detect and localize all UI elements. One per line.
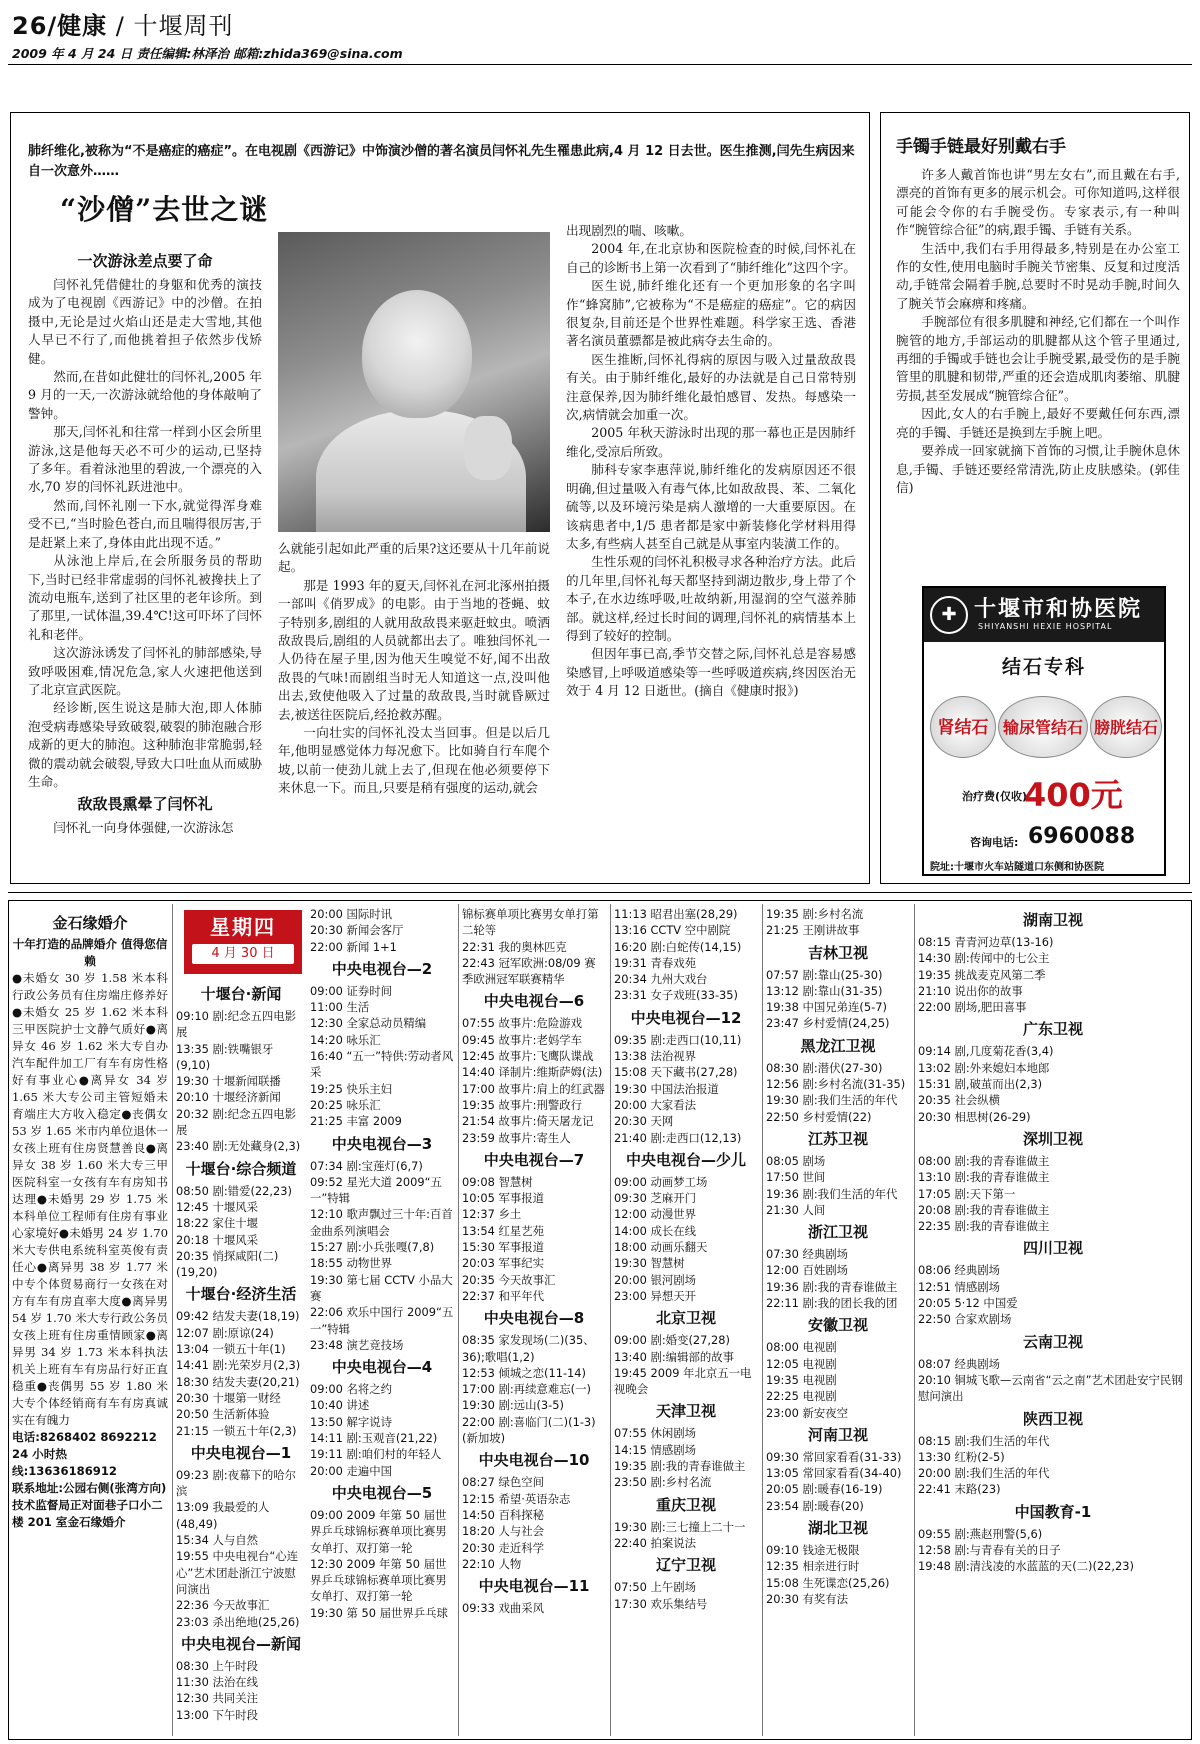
paragraph: 那天,闫怀礼和往常一样到小区会所里游泳,这是他每天必不可少的运动,已坚持了多年。看着泳池里的碧波,一个漂亮的入水,70 岁的闫怀礼跃进池中。 (28, 424, 262, 495)
program-item: 07:57 剧:靠山(25-30) (766, 967, 883, 982)
program-item: 20:30 十堰第一财经 (176, 1390, 281, 1405)
paragraph: 手腕部位有很多肌腱和神经,它们都在一个叫作腕管的地方,手部运动的肌腱都从这个管子里通过,再细的手镯或手链也会让手腕受累,最受伤的是手腕管里的肌腱和韧带,严重的还会造成肌肉萎缩、肌腱劳损,甚至发展成“腕管综合征”。 (896, 314, 1180, 403)
program-item: 22:40 拍案说法 (614, 1535, 697, 1550)
program-item: 19:38 中国兄弟连(5-7) (766, 1000, 887, 1015)
column-divider (610, 904, 611, 1736)
program-item: 19:30 第七届 CCTV 小品大赛 (310, 1272, 453, 1303)
program-item: 20:34 九州大戏台 (614, 972, 708, 987)
program-item: 19:25 快乐主妇 (310, 1081, 393, 1096)
program-item: 09:10 剧:纪念五四电影展 (176, 1009, 297, 1040)
paragraph: 因此,女人的右手腕上,最好不要戴任何东西,漂亮的手镯、手链还是换到左手腕上吧。 (896, 406, 1180, 440)
program-item: 13:38 法治视界 (614, 1049, 697, 1064)
program-item: 22:06 欢乐中国行 2009“五一”特辑 (310, 1305, 454, 1336)
program-item: 12:37 乡土 (462, 1207, 522, 1222)
program-item: 20:32 剧:纪念五四电影展 (176, 1106, 297, 1138)
channel-name: 中央电视台—12 (630, 1008, 742, 1027)
channel-name: 黑龙江卫视 (800, 1036, 876, 1055)
column-divider (458, 904, 459, 1736)
program-item: 10:05 军事报道 (462, 1191, 545, 1206)
program-item: 21:10 说出你的故事 (918, 983, 1023, 998)
channel-name: 中央电视台—少儿 (625, 1150, 746, 1169)
program-item: 23:48 演艺竞技场 (310, 1337, 404, 1352)
tv-column-5 (766, 906, 910, 1607)
day-of-week: 星期四 (210, 915, 276, 939)
channel-name: 北京卫视 (655, 1309, 716, 1328)
program-item: 12:30 共同关注 (176, 1691, 259, 1706)
program-item: 09:30 芝麻开门 (614, 1191, 697, 1206)
program-item: 13:50 解字说诗 (310, 1414, 393, 1429)
program-item: 13:05 常回家看看(34-40) (766, 1466, 902, 1481)
channel-name: 中央电视台—新闻 (180, 1634, 301, 1653)
channel-name: 中国教育-1 (1014, 1502, 1092, 1521)
program-item: 12:00 动漫世界 (614, 1207, 697, 1222)
program-item: 09:33 戏曲采风 (462, 1601, 545, 1616)
program-item: 13:04 一锁五十年(1) (176, 1342, 286, 1357)
program-item: 07:50 上午剧场 (614, 1580, 697, 1595)
program-item: 19:45 2009 年北京五一电视晚会 (614, 1365, 752, 1397)
program-item: 07:55 休闲剧场 (614, 1426, 697, 1441)
program-item: 20:00 大家看法 (614, 1097, 697, 1112)
channel-name: 中央电视台—8 (483, 1309, 585, 1328)
program-item: 14:41 剧:光荣岁月(2,3) (176, 1358, 301, 1373)
ad-address: 院址:十堰市火车站隧道口东侧和协医院 (930, 862, 1104, 873)
paragraph: 要养成一回家就摘下首饰的习惯,让手腕休息休息,手镯、手链还要经常清洗,防止皮肤感染。(郭佳信) (896, 443, 1180, 495)
paragraph: 这次游泳诱发了闫怀礼的肺部感染,导致呼吸困难,情况危急,家人火速把他送到了北京宣武医院。 (28, 645, 262, 697)
program-item: 08:27 绿色空间 (462, 1475, 545, 1490)
article-subheading: 一次游泳差点要了命 (77, 252, 213, 270)
paragraph: 医生说,肺纤维化还有一个更加形象的名字叫作“蜂窝肺”,它被称为“不是癌症的癌症”。它的病因很复杂,目前还是个世界性难题。科学家王选、香港著名演员董骠都是被此病夺去生命的。 (566, 278, 856, 349)
program-item: 09:35 剧:走西口(10,11) (614, 1032, 742, 1047)
program-item: 12:30 全家总动员精编 (310, 1016, 427, 1031)
program-item: 18:22 家住十堰 (176, 1216, 259, 1231)
channel-name: 陕西卫视 (1022, 1409, 1083, 1428)
section-number: 26/ (12, 12, 58, 40)
paragraph: 2004 年,在北京协和医院检查的时候,闫怀礼在自己的诊断书上第一次看到了“肺纤维化”这四个字。 (566, 241, 856, 275)
program-item: 13:12 剧:靠山(31-35) (766, 983, 883, 998)
program-item: 19:30 第 50 届世界乒乓球 (310, 1605, 448, 1620)
paragraph: 然而,闫怀礼刚一下水,就觉得浑身难受不已,“当时脸色苍白,而且喘得很厉害,于是赶紧上来了,身体由此出现不适。” (28, 497, 262, 550)
tv-column-4 (614, 906, 758, 1612)
program-item: 13:10 剧:我的青春谁做主 (918, 1170, 1050, 1185)
program-item: 20:30 新闻会客厅 (310, 923, 404, 938)
program-item: 12:30 2009 年第 50 届世界乒乓球锦标赛单项比赛男女单打、双打第一轮 (310, 1556, 447, 1604)
paragraph: 闫怀礼凭借健壮的身躯和优秀的演技成为了电视剧《西游记》中的沙僧。在拍摄中,无论是过火焰山还是走大雪地,其他人早已不行了,而他挑着担子依然步伐矫健。 (28, 277, 262, 366)
ad-phone-label: 咨询电话: (970, 836, 1019, 849)
program-item: 20:00 走遍中国 (310, 1463, 393, 1478)
program-item: 12:05 电视剧 (766, 1356, 837, 1371)
ad-pill-ureter: 输尿管结石 (998, 696, 1088, 758)
publication-name: 十堰周刊 (133, 12, 234, 40)
program-item: 20:30 相思树(26-29) (918, 1109, 1031, 1124)
program-item: 20:10 铜城飞歌—云南省“云之南”艺术团赴安宁民钢慰问演出 (918, 1372, 1183, 1404)
program-item: 07:34 剧:宝莲灯(6,7) (310, 1158, 423, 1173)
issue-meta: 2009 年 4 月 24 日 责任编辑:林泽治 邮箱:zhida369@sina.com (12, 46, 403, 61)
agency-contact: 电话:8268402 8692212 24 小时热线:13636186912 联系地址:公园右侧(张湾方向)技术监督局正对面巷子口小二楼 201 室金石缘婚介 (12, 1430, 167, 1529)
ad-department: 结石专科 (1001, 656, 1086, 678)
program-item: 19:30 中国法治报道 (614, 1081, 719, 1096)
program-item: 12:00 百姓剧场 (766, 1263, 849, 1278)
program-item: 22:00 剧场,肥田喜事 (918, 1000, 1027, 1015)
program-item: 17:00 剧:再续意难忘(一) (462, 1382, 591, 1397)
article-column-3 (566, 222, 856, 701)
channel-name: 天津卫视 (655, 1402, 716, 1421)
ad-phone: 6960088 (1028, 824, 1136, 849)
program-item: 22:00 剧:喜临门(二)(1-3)(新加坡) (462, 1414, 596, 1446)
program-item: 20:00 剧:我们生活的年代 (918, 1466, 1050, 1481)
program-item: 12:10 歌声飘过三十年:百首金曲系列演唱会 (310, 1207, 453, 1238)
program-item: 08:06 经典剧场 (918, 1263, 1001, 1278)
sidebar-title: 手镯手链最好别戴右手 (896, 137, 1066, 157)
program-item: 19:31 青春戏苑 (614, 955, 697, 970)
program-item: 14:00 成长在线 (614, 1223, 697, 1238)
program-item: 20:00 国际时讯 (310, 907, 393, 921)
program-item: 12:45 十堰风采 (176, 1199, 259, 1214)
paragraph: 么就能引起如此严重的后果?这还要从十几年前说起。 (278, 541, 550, 575)
paragraph: 闫怀礼一向身体强健,一次游泳怎 (53, 820, 234, 836)
article-column-1 (28, 248, 262, 838)
program-item: 14:30 剧:传闻中的七公主 (918, 951, 1050, 966)
program-item: 21:54 故事片:倚天屠龙记 (462, 1114, 594, 1129)
ad-header (924, 588, 1164, 642)
program-item: 10:40 讲述 (310, 1398, 370, 1413)
program-item: 22:10 人物 (462, 1556, 522, 1571)
program-item: 18:20 人与社会 (462, 1524, 545, 1539)
program-item: 22:25 电视剧 (766, 1389, 837, 1404)
program-item: 08:05 剧场 (766, 1153, 826, 1168)
paragraph: 生性乐观的闫怀礼积极寻求各种治疗方法。此后的几年里,闫怀礼每天都坚持到湖边散步,身上带了个本子,在水边练呼吸,吐故纳新,用湿润的空气滋养肺部。就这样,经过长时间的调理,闫怀礼的病情基本上得到了较好的控制。 (566, 554, 856, 643)
program-item: 22:11 剧:我的团长我的团 (766, 1296, 898, 1311)
channel-name: 中央电视台—10 (478, 1451, 590, 1470)
channel-name: 中央电视台—1 (190, 1443, 292, 1462)
program-item: 22:35 剧:我的青春谁做主 (918, 1219, 1050, 1234)
program-item: 20:00 银河剧场 (614, 1272, 697, 1287)
program-item: 13:40 剧:编辑部的故事 (614, 1349, 735, 1364)
program-item: 22:41 末路(23) (918, 1482, 1001, 1497)
program-item: 09:08 智慧树 (462, 1174, 533, 1189)
marriage-agency-ad (12, 904, 168, 1531)
paragraph: 从泳池上岸后,在会所服务员的帮助下,当时已经非常虚弱的闫怀礼被搀扶上了流动电瓶车,送到了社区里的老年诊所。到了那里,一试体温,39.4℃!这可吓坏了闫怀礼和老伴。 (28, 553, 262, 642)
program-item: 12:15 希望·英语杂志 (462, 1491, 571, 1506)
hospital-name-en: SHIYANSHI HEXIE HOSPITAL (978, 622, 1113, 631)
program-item: 09:42 结发夫妻(18,19) (176, 1309, 300, 1324)
program-item: 23:59 故事片:寄生人 (462, 1130, 571, 1145)
tv-column-3 (462, 906, 606, 1616)
program-item: 15:30 军事报道 (462, 1240, 545, 1255)
program-item: 09:00 证券时间 (310, 983, 393, 998)
program-item: 23:40 剧:无处藏身(2,3) (176, 1139, 301, 1154)
program-item: 15:31 剧,破茧而出(2,3) (918, 1077, 1043, 1092)
program-item: 08:00 电视剧 (766, 1340, 837, 1355)
paragraph: 生活中,我们右手用得最多,特别是在办公室工作的女性,使用电脑时手腕关节密集、反复和过度活动,手链常会隔着手腕,总要时不时晃动手腕,时间久了腕关节会麻痹和疼痛。 (896, 240, 1180, 311)
program-item: 07:30 经典剧场 (766, 1247, 849, 1262)
hospital-cross-icon: ✚ (930, 596, 968, 634)
article-lead: 肺纤维化,被称为“不是癌症的癌症”。在电视剧《西游记》中饰演沙僧的著名演员闫怀礼先生罹患此病,4 月 12 日去世。医生推测,闫先生病因来自一次意外…… (28, 144, 855, 179)
program-item: 20:10 十堰经济新闻 (176, 1090, 281, 1105)
photo-figure-face (362, 290, 472, 418)
section-header: 26/健康 / 十堰周刊 (12, 12, 234, 40)
paragraph: 医生推断,闫怀礼得病的原因与吸入过量敌敌畏有关。由于肺纤维化,最好的办法就是自己日常特别注意保养,因为肺纤维化最怕感冒、发热。每感染一次,病情就会加重一次。 (566, 351, 856, 423)
program-item: 12:51 情感剧场 (918, 1279, 1001, 1294)
program-item: 09:55 剧:燕赵刑警(5,6) (918, 1526, 1043, 1541)
article-column-2 (278, 540, 550, 798)
program-item: 09:00 剧:婚变(27,28) (614, 1333, 730, 1348)
program-item: 19:30 智慧树 (614, 1256, 685, 1271)
program-item: 14:11 剧:玉观音(21,22) (310, 1431, 438, 1446)
channel-name: 中央电视台—2 (331, 959, 433, 978)
channel-name: 云南卫视 (1022, 1332, 1083, 1351)
program-item: 13:02 剧:外来媳妇本地郎 (918, 1060, 1050, 1075)
column-divider (762, 904, 763, 1736)
channel-name: 湖南卫视 (1022, 911, 1083, 929)
program-item: 08:30 上午时段 (176, 1658, 259, 1673)
paragraph: 肺科专家李惠萍说,肺纤维化的发病原因还不很明确,但过量吸入有毒气体,比如敌敌畏、苯、二氧化硫等,以及环境污染是病人激增的一大重要原因。在该病患者中,1/5 患者都是家中新装修化学材料用得太多,有些病人甚至自己就是从事室内装潢工作的。 (566, 462, 856, 551)
program-item: 22:50 乡村爱情(22) (766, 1109, 872, 1124)
actor-photo (278, 232, 550, 532)
channel-name: 浙江卫视 (807, 1223, 868, 1242)
program-item: 19:48 剧:清浅凌的水蓝蓝的天(二)(22,23) (918, 1559, 1134, 1574)
program-item: 08:35 家发现场(二)(35、36);歌唱(1,2) (462, 1333, 595, 1364)
tv-column-2 (310, 906, 454, 1621)
program-item: 22:31 我的奥林匹克 (462, 939, 567, 954)
program-item: 09:30 常回家看看(31-33) (766, 1449, 902, 1464)
program-item: 19:36 剧:我们生活的年代 (766, 1186, 898, 1201)
program-item: 19:35 挑战麦克风第二季 (918, 967, 1046, 982)
paragraph: 经诊断,医生说这是肺大泡,即人体肺泡受病毒感染导致破裂,破裂的肺泡融合形成新的更大的肺泡。这种肺泡非常脆弱,轻微的震动就会破裂,导致大口吐血从而威胁生命。 (28, 700, 262, 789)
channel-name: 十堰台·综合频道 (185, 1159, 297, 1178)
program-item: 17:05 剧:天下第一 (918, 1186, 1016, 1201)
program-item: 12:56 剧:乡村名流(31-35) (766, 1077, 906, 1092)
ad-fee-label: 治疗费(仅收) (962, 790, 1028, 803)
program-item: 19:11 剧:咱们村的年轻人 (310, 1447, 442, 1462)
channel-name: 河南卫视 (807, 1425, 868, 1444)
program-item: 23:47 乡村爱情(24,25) (766, 1016, 890, 1031)
agency-listings: ●未婚女 30 岁 1.58 米本科行政公务员有住房端庄修养好●未婚女 25 岁 1.62 米本科三甲医院护士文静气质好●离异女 46 岁 1.62 米大专自办汽车配件加工厂有车有房性格好有事业心●离异女 34 岁 1.65 米大专公司主管短婚未育端庄大方收入稳定●丧偶女 53 岁 1.65 米市内单位退休一女孩上班有住房贤慧善良●离异女 38 岁 1.60 米大专三甲医院科室一女孩有车有房知书达理●未婚男 29 岁 1.75 米本科单位工程师有住房有事业心家境好●未婚男 24 岁 1.70 米大专供电系统科室英俊有责任心●离异男 38 岁 1.77 米中专个体贸易商行一女孩在对方有车有房直率大度●离异男 54 岁 1.70 米大专行政公务员女孩上班有住房重情顾家●离异男 34 岁 1.73 米本科执法机关上班有车有房品行好正直稳重●丧偶男 55 岁 1.80 米大专个体经销商有车有房真诚实在有魄力 (12, 971, 168, 1427)
program-item: 11:00 生活 (310, 1000, 370, 1015)
paragraph: 出现剧烈的喘、咳嗽。 (566, 223, 692, 238)
program-item: 19:35 电视剧 (766, 1372, 837, 1387)
program-item: 21:25 丰富 2009 (310, 1114, 402, 1129)
channel-name: 中央电视台—3 (331, 1134, 433, 1153)
program-item: 07:55 故事片:危险游戏 (462, 1016, 583, 1031)
sidebar-body (896, 166, 1180, 497)
program-item: 09:00 名将之约 (310, 1382, 393, 1397)
channel-name: 湖北卫视 (807, 1519, 868, 1538)
channel-name: 中央电视台—7 (483, 1150, 585, 1169)
program-item: 12:58 剧:与青春有关的日子 (918, 1543, 1061, 1558)
program-item: 20:18 十堰风采 (176, 1232, 259, 1247)
hospital-name: 十堰市和协医院 (974, 596, 1143, 622)
program-item: 09:14 剧,几度菊花香(3,4) (918, 1044, 1054, 1059)
photo-figure-hand (464, 416, 512, 480)
program-item: 20:35 社会纵横 (918, 1093, 1001, 1108)
ad-fee: 400元 (1024, 776, 1123, 814)
channel-name: 广东卫视 (1022, 1020, 1083, 1039)
channel-name: 四川卫视 (1022, 1239, 1083, 1258)
tv-column-6 (918, 906, 1188, 1575)
ad-pill-kidney: 肾结石 (930, 696, 996, 758)
article-subheading: 敌敌畏熏晕了闫怀礼 (77, 795, 213, 814)
program-item: 17:30 欢乐集结号 (614, 1596, 708, 1611)
program-item: 12:35 相亲进行时 (766, 1559, 860, 1574)
section-name: 健康 (57, 12, 108, 40)
channel-name: 十堰台·新闻 (200, 985, 282, 1003)
channel-name: 中央电视台—11 (478, 1577, 590, 1596)
program-item: 14:40 译制片:维斯萨姆(法) (462, 1065, 603, 1080)
program-item: 14:50 百科探秘 (462, 1507, 545, 1522)
program-item: 20:30 天网 (614, 1114, 674, 1129)
program-item: 19:35 故事片:刑警政行 (462, 1097, 583, 1112)
channel-name: 中央电视台—4 (331, 1358, 433, 1377)
listing-date: 4 月 30 日 (192, 944, 294, 964)
program-item: 08:15 青青河边草(13-16) (918, 935, 1054, 949)
header-divider (8, 64, 1192, 65)
program-item: 13:54 红星艺苑 (462, 1223, 545, 1238)
day-badge (184, 910, 302, 974)
program-item: 23:31 女子戏班(33-35) (614, 988, 738, 1003)
program-item: 19:30 剧:三七撞上二十一 (614, 1519, 746, 1534)
program-item: 22:50 合家欢剧场 (918, 1312, 1012, 1327)
program-item: 23:50 剧:乡村名流 (614, 1475, 712, 1490)
column-divider (172, 904, 173, 1736)
channel-name: 十堰台·经济生活 (185, 1285, 297, 1304)
article-title: “沙僧”去世之谜 (60, 193, 269, 226)
program-item: 23:03 杀出绝地(25,26) (176, 1614, 300, 1629)
program-item: 21:30 人间 (766, 1202, 826, 1217)
program-item: 20:25 咏乐汇 (310, 1097, 381, 1112)
program-item: 23:00 异想天开 (614, 1288, 697, 1303)
program-item: 18:55 动物世界 (310, 1256, 393, 1271)
agency-slogan: 十年打造的品牌婚介 值得您信赖 (12, 937, 168, 968)
program-item: 18:30 结发夫妻(20,21) (176, 1374, 300, 1389)
paragraph: 许多人戴首饰也讲“男左女右”,而且戴在右手,漂亮的首饰有更多的展示机会。可你知道吗,这样很可能会令你的右手腕受伤。专家表示,有一种叫作“腕管综合征”的病,跟手镯、手链有关系。 (896, 167, 1180, 238)
program-item: 15:08 生死谍恋(25,26) (766, 1575, 890, 1590)
program-item: 20:30 走近科学 (462, 1540, 545, 1555)
program-item: 22:37 和平年代 (462, 1288, 545, 1303)
program-item: 22:00 新闻 1+1 (310, 939, 397, 954)
program-item: 15:34 人与自然 (176, 1533, 259, 1548)
channel-name: 中央电视台—6 (483, 992, 585, 1011)
section-divider (8, 892, 1192, 893)
program-item: 20:05 剧:暖春(16-19) (766, 1482, 883, 1497)
program-item: 13:09 我最爱的人(48,49) (176, 1500, 270, 1531)
channel-name: 重庆卫视 (655, 1495, 716, 1514)
program-item: 12:07 剧:原谅(24) (176, 1325, 274, 1340)
program-item: 16:20 剧:白蛇传(14,15) (614, 939, 742, 954)
program-item: 20:05 5·12 中国爱 (918, 1296, 1018, 1311)
program-item: 22:43 冠军欧洲:08/09 赛季欧洲冠军联赛精华 (462, 955, 596, 987)
channel-name: 中央电视台—5 (331, 1483, 433, 1502)
program-item: 08:30 剧:潜伏(27-30) (766, 1060, 883, 1075)
program-item: 锦标赛单项比赛男女单打第二轮等 (462, 907, 599, 938)
program-item: 08:00 剧:我的青春谁做主 (918, 1153, 1050, 1168)
program-item: 20:35 悄探咸阳(二)(19,20) (176, 1248, 279, 1280)
program-item: 19:35 剧:我的青春谁做主 (614, 1459, 746, 1474)
program-item: 15:27 剧:小兵张嘎(7,8) (310, 1240, 435, 1255)
program-item: 19:36 剧:我的青春谁做主 (766, 1279, 898, 1294)
program-item: 20:03 军事纪实 (462, 1256, 545, 1271)
program-item: 14:20 咏乐汇 (310, 1032, 381, 1047)
program-item: 09:52 星光大道 2009“五一”特辑 (310, 1174, 442, 1206)
program-item: 23:54 剧:暖春(20) (766, 1498, 864, 1513)
program-item: 22:36 今天故事汇 (176, 1598, 270, 1613)
program-item: 12:53 倾城之恋(11-14) (462, 1365, 586, 1380)
program-item: 14:15 情感剧场 (614, 1442, 697, 1457)
program-item: 09:45 故事片:老妈学车 (462, 1032, 583, 1047)
paragraph: 2005 年秋天游泳时出现的那一幕也正是因肺纤维化,受凉后所致。 (566, 425, 856, 459)
column-1-body (28, 276, 262, 791)
program-item: 08:15 剧:我们生活的年代 (918, 1433, 1050, 1448)
program-item: 21:25 王刚讲故事 (766, 923, 860, 938)
program-item: 20:35 今天故事汇 (462, 1272, 556, 1287)
program-item: 21:15 一锁五十年(2,3) (176, 1423, 297, 1438)
program-item: 19:30 剧:我们生活的年代 (766, 1093, 898, 1108)
program-item: 16:40 “五一”特供:劳动者风采 (310, 1049, 454, 1080)
program-item: 13:30 红粉(2-5) (918, 1449, 1005, 1464)
hospital-ad[interactable] (922, 586, 1166, 876)
channel-name: 辽宁卫视 (655, 1556, 716, 1575)
program-item: 21:40 剧:走西口(12,13) (614, 1130, 742, 1145)
program-item: 09:23 剧:夜幕下的哈尔滨 (176, 1467, 297, 1499)
program-item: 11:30 法治在线 (176, 1675, 259, 1690)
paragraph: 一向壮实的闫怀礼没太当回事。但是以后几年,他明显感觉体力每况愈下。比如骑自行车爬个坡,以前一使劲儿就上去了,但现在他必须要停下来休息一下。而且,只要是稍有强度的运动,就会 (278, 725, 550, 796)
program-item: 19:35 剧:乡村名流 (766, 907, 864, 921)
program-item: 13:00 下午时段 (176, 1707, 259, 1722)
program-item: 19:30 十堰新闻联播 (176, 1074, 281, 1089)
paragraph: 那是 1993 年的夏天,闫怀礼在河北涿州拍摄一部叫《俏罗成》的电影。由于当地的苍蝇、蚊子特别多,剧组的人就用敌敌畏来驱赶蚊虫。喷洒敌敌畏后,剧组的人员就都出去了。唯独闫怀礼一人仍待在屋子里,因为他天生嗅觉不好,闻不出敌敌畏的气味!而剧组当时无人知道这一点,没叫他出去,致使他吸入了过量的敌敌畏,当时就昏厥过去,被送往医院后,经抢救苏醒。 (278, 577, 550, 722)
program-item: 11:13 昭君出塞(28,29) (614, 907, 738, 921)
column-divider (914, 904, 915, 1736)
program-item: 18:00 动画乐翻天 (614, 1240, 708, 1255)
program-item: 17:00 故事片:肩上的红武器 (462, 1081, 605, 1096)
tv-column-1 (176, 906, 306, 1723)
program-item: 12:45 故事片:飞鹰队谍战 (462, 1049, 594, 1064)
agency-title: 金石缘婚介 (52, 914, 128, 932)
program-item: 08:50 剧:错爱(22,23) (176, 1183, 292, 1198)
program-item: 19:30 剧:远山(3-5) (462, 1398, 564, 1413)
program-item: 13:16 CCTV 空中剧院 (614, 923, 731, 938)
program-item: 20:50 生活新体验 (176, 1407, 270, 1422)
paragraph: 然而,在昔如此健壮的闫怀礼,2005 年 9 月的一天,一次游泳就给他的身体敲响了警钟。 (28, 369, 262, 421)
program-item: 17:50 世间 (766, 1170, 826, 1185)
paragraph: 但因年事已高,季节交替之际,闫怀礼总是容易感染感冒,上呼吸道感染等一些呼吸道疾病,终因医治无效于 4 月 12 日逝世。(摘自《健康时报》) (566, 646, 856, 699)
program-item: 23:00 新安夜空 (766, 1405, 849, 1420)
program-item: 20:30 有奖有法 (766, 1591, 849, 1606)
channel-name: 安徽卫视 (807, 1316, 868, 1335)
program-item: 09:10 钱途无极限 (766, 1543, 860, 1558)
channel-name: 吉林卫视 (807, 943, 868, 962)
program-item: 13:35 剧:铁嘴银牙(9,10) (176, 1041, 274, 1072)
program-item: 19:55 中央电视台“心连心”艺术团赴浙江宁波慰问演出 (176, 1549, 299, 1596)
program-item: 20:08 剧:我的青春谁做主 (918, 1202, 1050, 1217)
channel-name: 江苏卫视 (807, 1129, 868, 1148)
program-item: 08:07 经典剧场 (918, 1356, 1001, 1371)
program-item: 15:08 天下藏书(27,28) (614, 1065, 738, 1080)
ad-pill-bladder: 膀胱结石 (1090, 696, 1162, 758)
program-item: 09:00 2009 年第 50 届世界乒乓球锦标赛单项比赛男女单打、双打第一轮 (310, 1507, 447, 1555)
tv-column-1-list (176, 982, 306, 1723)
program-item: 09:00 动画梦工场 (614, 1174, 708, 1189)
channel-name: 深圳卫视 (1022, 1129, 1083, 1148)
